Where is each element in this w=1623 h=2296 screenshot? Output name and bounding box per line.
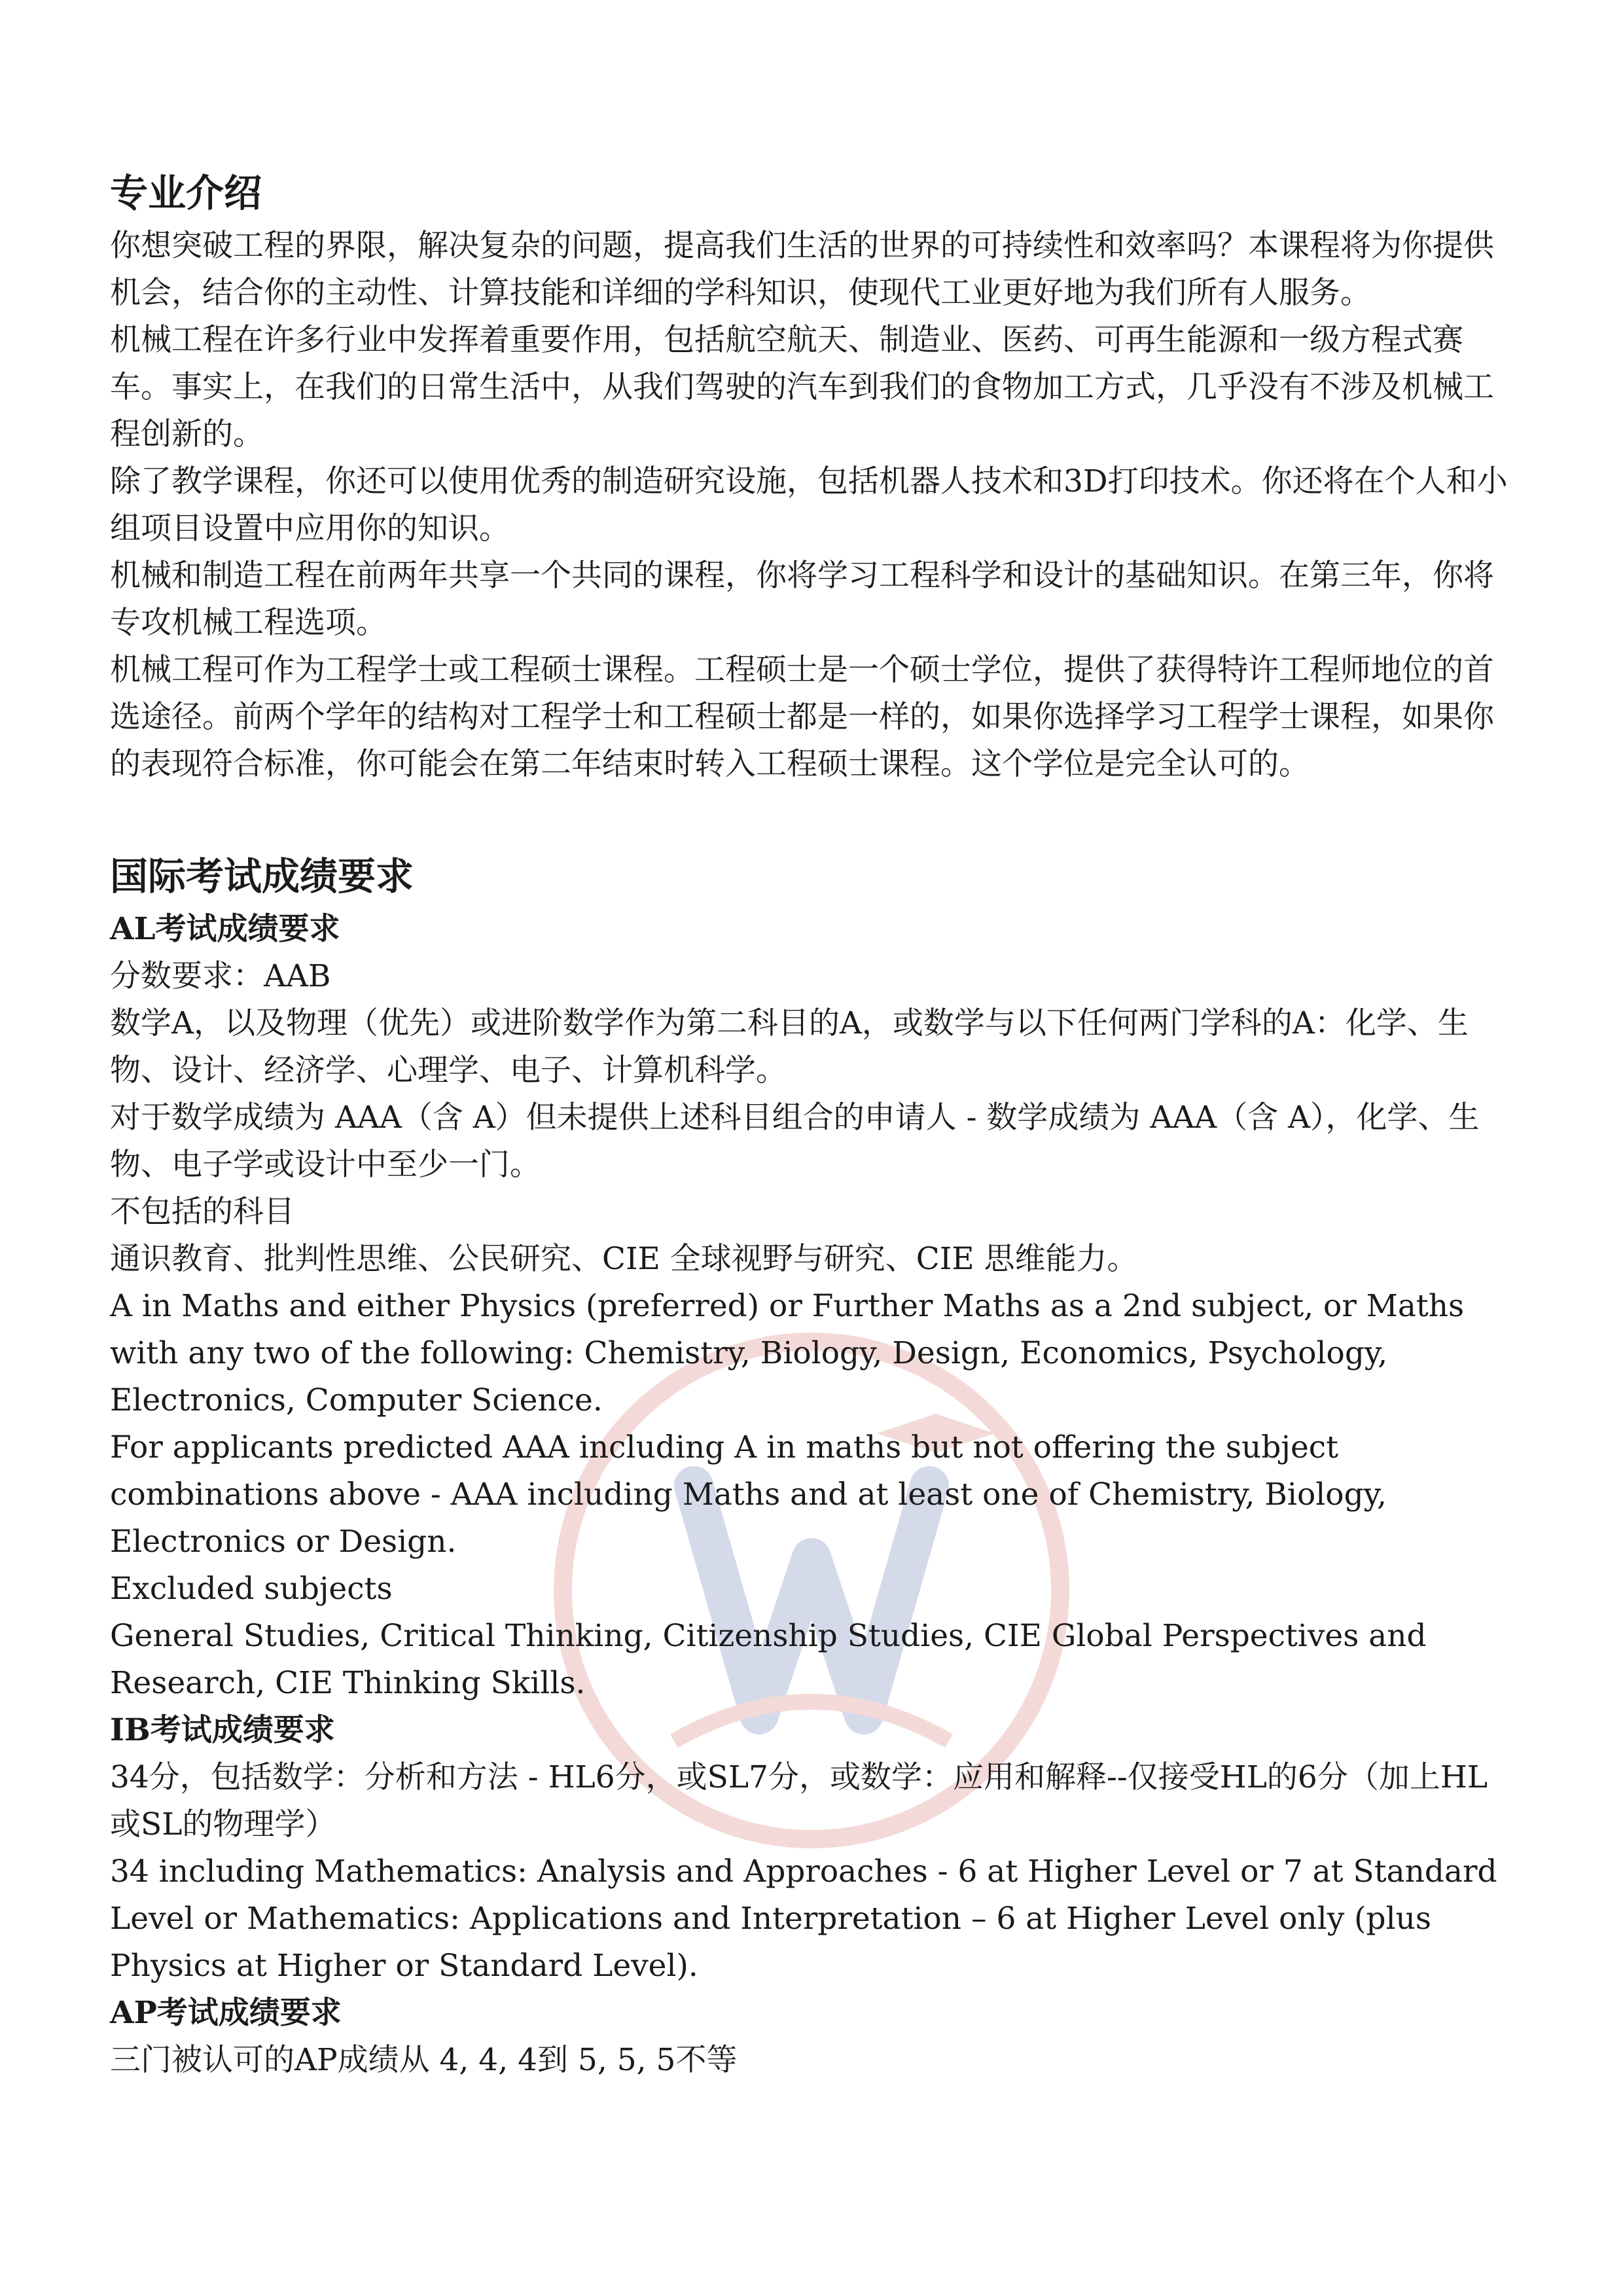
al-en-excluded: General Studies, Critical Thinking, Citizenship Studies, CIE Global Perspectives and Research, CIE Thinking Skills. <box>110 1618 1427 1701</box>
al-cn-requirement-1: 数学A，以及物理（优先）或进阶数学作为第二科目的A，或数学与以下任何两门学科的A：化学、生物、设计、经济学、心理学、电子、计算机科学。 <box>110 1005 1469 1088</box>
intro-title: 专业介绍 <box>110 171 262 215</box>
ib-en-requirement: 34 including Mathematics: Analysis and Approaches - 6 at Higher Level or 7 at Standard Level or Mathematics: Applications and Interpretation – 6 at Higher Level only (plus Physics at Higher or Standard Level). <box>110 1854 1497 1984</box>
al-score: 分数要求：AAB <box>110 958 331 994</box>
intro-paragraph-5: 机械工程可作为工程学士或工程硕士课程。工程硕士是一个硕士学位，提供了获得特许工程师地位的首选途径。前两个学年的结构对工程学士和工程硕士都是一样的，如果你选择学习工程学士课程，如果你的表现符合标准，你可能会在第二年结束时转入工程硕士课程。这个学位是完全认可的。 <box>110 652 1494 782</box>
al-en-requirement-2: For applicants predicted AAA including A in maths but not offering the subject combinations above - AAA including Maths and at least one of Chemistry, Biology, Electronics or Design. <box>110 1429 1387 1560</box>
intro-paragraph-2: 机械工程在许多行业中发挥着重要作用，包括航空航天、制造业、医药、可再生能源和一级方程式赛车。事实上，在我们的日常生活中，从我们驾驶的汽车到我们的食物加工方式，几乎没有不涉及机械工程创新的。 <box>110 322 1494 452</box>
al-title: AL考试成绩要求 <box>110 911 340 947</box>
requirements-title: 国际考试成绩要求 <box>110 854 414 899</box>
ib-title: IB考试成绩要求 <box>110 1712 335 1748</box>
intro-paragraph-1: 你想突破工程的界限，解决复杂的问题，提高我们生活的世界的可持续性和效率吗？本课程将为你提供机会，结合你的主动性、计算技能和详细的学科知识，使现代工业更好地为我们所有人服务。 <box>110 228 1494 311</box>
document-page <box>110 164 1517 2084</box>
intro-paragraph-4: 机械和制造工程在前两年共享一个共同的课程，你将学习工程科学和设计的基础知识。在第三年，你将专攻机械工程选项。 <box>110 558 1494 641</box>
al-cn-excluded-label: 不包括的科目 <box>110 1194 294 1230</box>
ap-cn-requirement: 三门被认可的AP成绩从 4, 4, 4到 5, 5, 5不等 <box>110 2042 738 2078</box>
al-cn-requirement-2: 对于数学成绩为 AAA（含 A）但未提供上述科目组合的申请人 - 数学成绩为 AAA（含 A），化学、生物、电子学或设计中至少一门。 <box>110 1100 1480 1183</box>
al-en-excluded-label: Excluded subjects <box>110 1571 393 1607</box>
al-cn-excluded: 通识教育、批判性思维、公民研究、CIE 全球视野与研究、CIE 思维能力。 <box>110 1241 1138 1277</box>
intro-paragraph-3: 除了教学课程，你还可以使用优秀的制造研究设施，包括机器人技术和3D打印技术。你还将在个人和小组项目设置中应用你的知识。 <box>110 463 1508 547</box>
al-en-requirement-1: A in Maths and either Physics (preferred) or Further Maths as a 2nd subject, or Maths with any two of the following: Chemistry, Biology, Design, Economics, Psychology, Electronics, Computer Science. <box>110 1288 1465 1418</box>
ib-cn-requirement: 34分，包括数学：分析和方法 - HL6分，或SL7分，或数学：应用和解释--仅接受HL的6分（加上HL或SL的物理学） <box>110 1759 1488 1842</box>
ap-title: AP考试成绩要求 <box>110 1995 342 2031</box>
